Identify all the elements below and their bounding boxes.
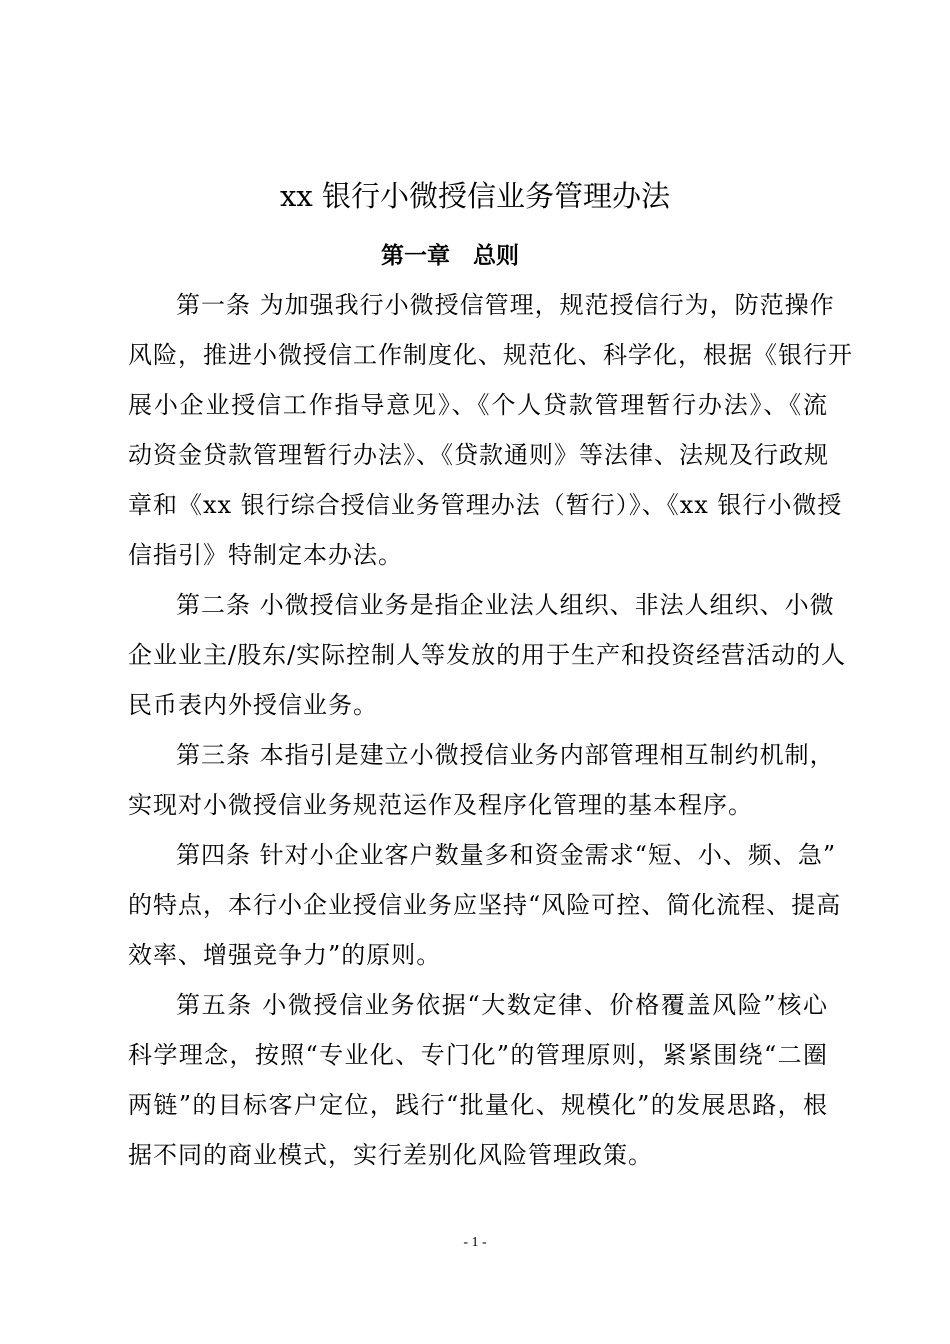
chapter-heading: 第一章 总则 <box>381 243 519 269</box>
article-line: 两链”的目标客户定位，践行“批量化、规模化”的发展思路，根 <box>128 1091 828 1119</box>
article-line: 第四条 针对小企业客户数量多和资金需求“短、小、频、急” <box>176 841 837 869</box>
article-line: 第一条 为加强我行小微授信管理，规范授信行为，防范操作 <box>176 291 835 319</box>
article-line: 第五条 小微授信业务依据“大数定律、价格覆盖风险”核心 <box>176 991 828 1019</box>
article-line: 信指引》特制定本办法。 <box>128 541 403 569</box>
article-line: 民币表内外授信业务。 <box>128 691 378 719</box>
article-line: 风险，推进小微授信工作制度化、规范化、科学化，根据《银行开 <box>128 341 853 369</box>
article-line: 章和《xx 银行综合授信业务管理办法（暂行）》、《xx 银行小微授 <box>128 491 843 519</box>
article-line: 第二条 小微授信业务是指企业法人组织、非法人组织、小微 <box>176 591 835 619</box>
article-line: 据不同的商业模式，实行差别化风险管理政策。 <box>128 1141 653 1169</box>
article-line: 动资金贷款管理暂行办法》、《贷款通则》等法律、法规及行政规 <box>128 441 829 469</box>
document-title: xx 银行小微授信业务管理办法 <box>280 179 670 213</box>
article-line: 企业业主/股东/实际控制人等发放的用于生产和投资经营活动的人 <box>128 641 847 669</box>
article-line: 的特点，本行小企业授信业务应坚持“风险可控、简化流程、提高 <box>128 891 842 919</box>
page-number: - 1 - <box>463 1235 487 1250</box>
article-line: 效率、增强竞争力”的原则。 <box>128 941 442 969</box>
article-line: 科学理念，按照“专业化、专门化”的管理原则，紧紧围绕“二圈 <box>128 1041 828 1069</box>
article-line: 展小企业授信工作指导意见》、《个人贷款管理暂行办法》、《流 <box>128 391 828 419</box>
article-line: 实现对小微授信业务规范运作及程序化管理的基本程序。 <box>128 791 753 819</box>
article-line: 第三条 本指引是建立小微授信业务内部管理相互制约机制， <box>176 741 835 769</box>
